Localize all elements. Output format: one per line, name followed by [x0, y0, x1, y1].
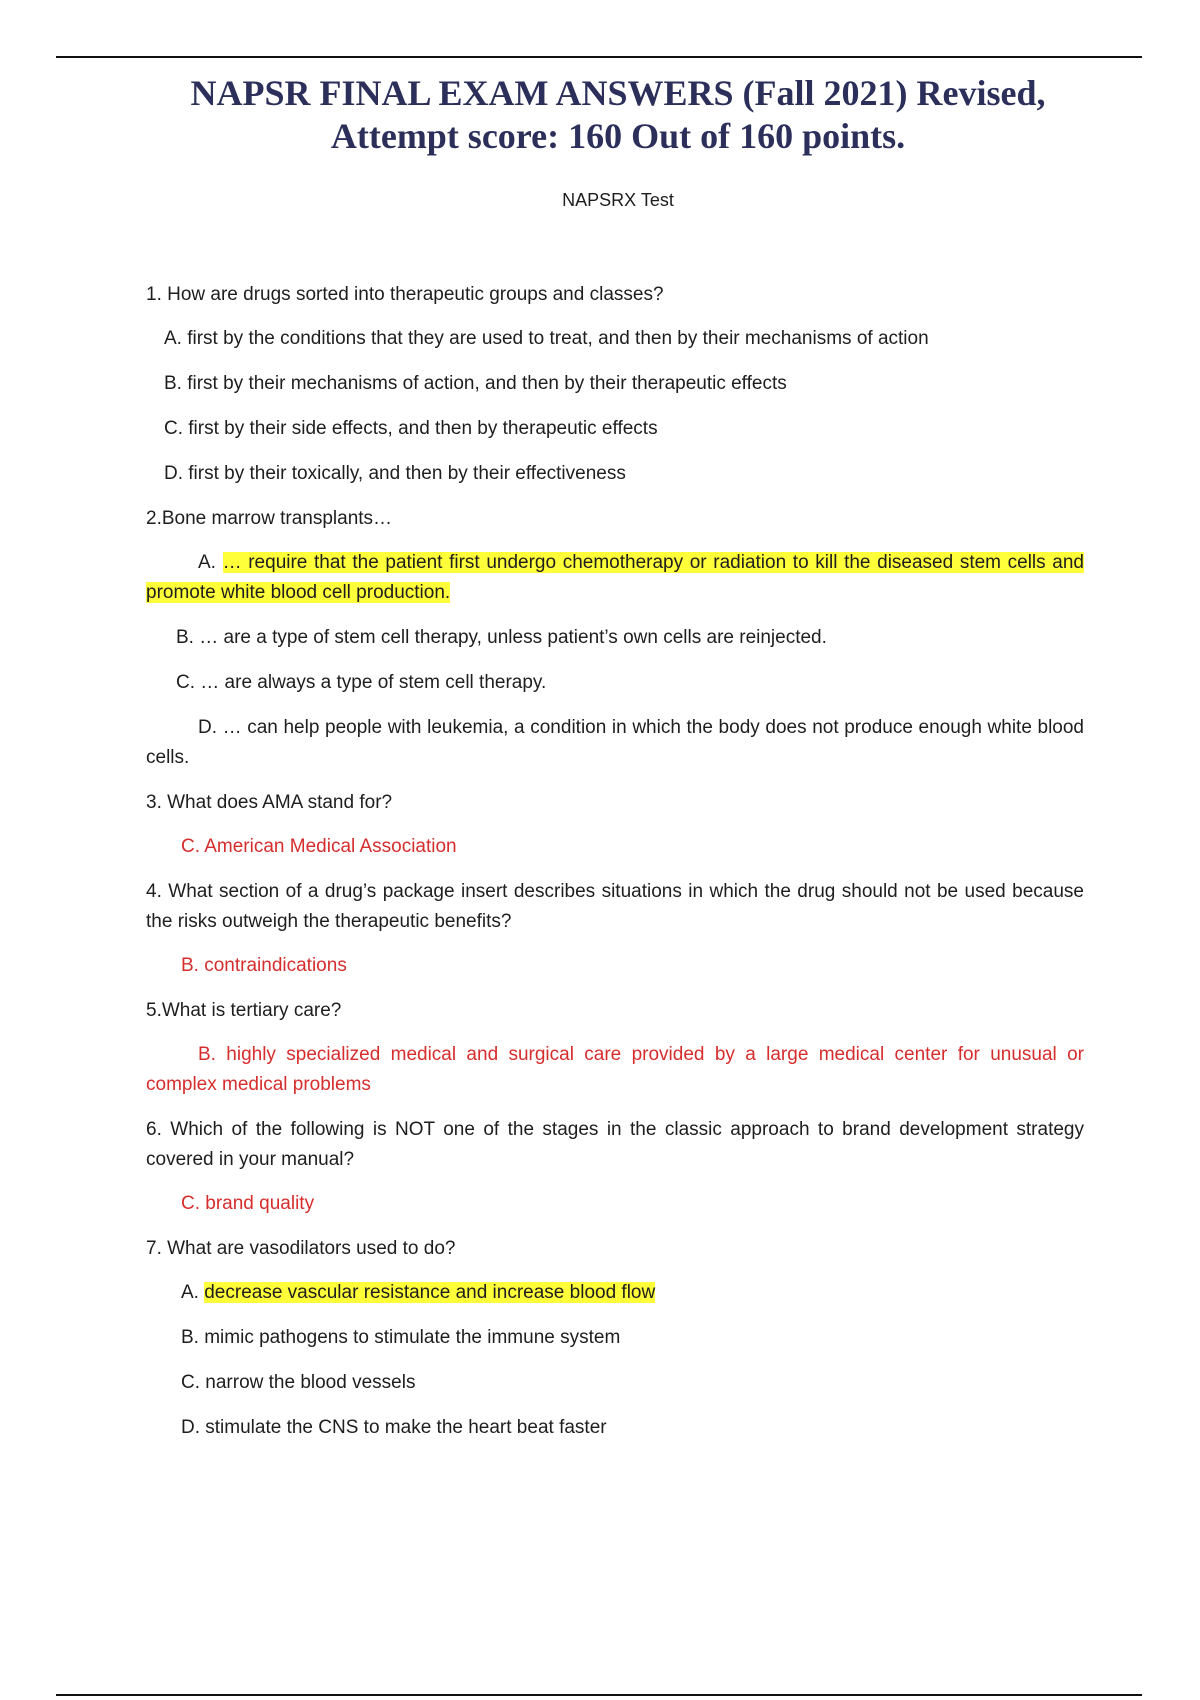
question-1-option-a: A. first by the conditions that they are used to treat, and then by their mechanisms of action — [164, 328, 929, 349]
bottom-rule — [56, 1694, 1142, 1696]
question-6-answer: C. brand quality — [181, 1193, 315, 1214]
question-7: 7. What are vasodilators used to do? — [146, 1238, 456, 1259]
question-7-option-b: B. mimic pathogens to stimulate the immune system — [181, 1327, 621, 1348]
question-4: 4. What section of a drug’s package insert describes situations in which the drug should not be used because the risks outweigh the therapeutic benefits? — [146, 881, 1084, 932]
answer-prefix: A. — [181, 1282, 205, 1303]
question-1: 1. How are drugs sorted into therapeutic groups and classes? — [146, 284, 664, 305]
question-1-option-b: B. first by their mechanisms of action, and then by their therapeutic effects — [164, 373, 787, 394]
question-2-option-c: C. … are always a type of stem cell therapy. — [176, 672, 547, 693]
question-2-option-a-answer — [146, 548, 1084, 608]
highlighted-answer: decrease vascular resistance and increase blood flow — [204, 1282, 656, 1303]
question-4-answer: B. contraindications — [181, 955, 347, 976]
question-6: 6. Which of the following is NOT one of the stages in the classic approach to brand development strategy covered in your manual? — [146, 1119, 1084, 1170]
document-subtitle: NAPSRX Test — [562, 190, 674, 210]
question-2: 2.Bone marrow transplants… — [146, 508, 393, 529]
question-list — [146, 280, 1084, 1458]
top-rule — [56, 56, 1142, 58]
question-7-option-c: C. narrow the blood vessels — [181, 1372, 416, 1393]
question-2-option-b: B. … are a type of stem cell therapy, unless patient’s own cells are reinjected. — [176, 627, 827, 648]
question-1-option-c: C. first by their side effects, and then by therapeutic effects — [164, 418, 658, 439]
question-2-option-d: D. … can help people with leukemia, a condition in which the body does not produce enough white blood cells. — [146, 717, 1084, 768]
question-1-option-d: D. first by their toxically, and then by their effectiveness — [164, 463, 626, 484]
question-7-option-d: D. stimulate the CNS to make the heart beat faster — [181, 1417, 607, 1438]
question-5: 5.What is tertiary care? — [146, 1000, 342, 1021]
question-7-option-a-answer — [146, 1278, 1084, 1308]
answer-prefix: A. — [198, 552, 223, 573]
document-title — [0, 72, 1200, 158]
question-3-answer: C. American Medical Association — [181, 836, 457, 857]
question-3: 3. What does AMA stand for? — [146, 792, 393, 813]
title-line-1: NAPSR FINAL EXAM ANSWERS (Fall 2021) Revised, — [190, 73, 1046, 113]
highlighted-answer: … require that the patient first undergo chemotherapy or radiation to kill the diseased stem cells and promote white blood cell production. — [146, 552, 1084, 603]
title-line-2: Attempt score: 160 Out of 160 points. — [330, 116, 906, 156]
question-5-answer: B. highly specialized medical and surgical care provided by a large medical center for unusual or complex medical problems — [146, 1044, 1084, 1095]
